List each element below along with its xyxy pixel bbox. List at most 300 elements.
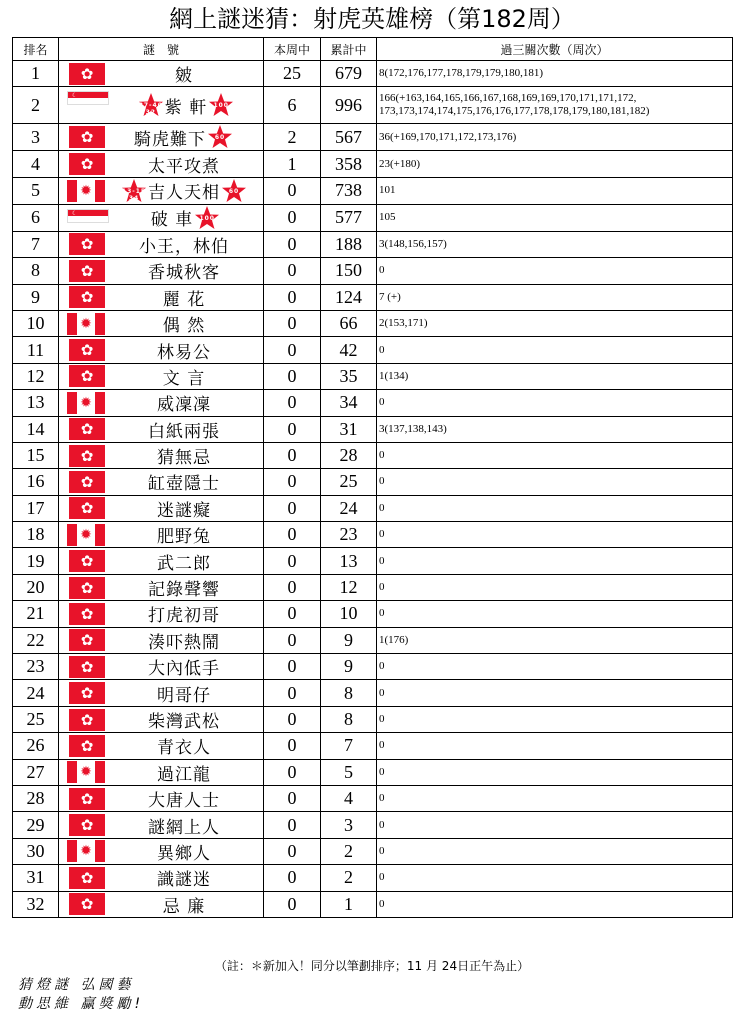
player-name: 肥野兔 bbox=[157, 527, 211, 548]
week-cell: 2 bbox=[264, 124, 321, 151]
player-name: 識謎迷 bbox=[157, 870, 211, 891]
rank-cell: 3 bbox=[13, 124, 59, 151]
rank-cell: 23 bbox=[13, 654, 59, 680]
table-row bbox=[13, 706, 733, 732]
rank-cell: 6 bbox=[13, 204, 59, 231]
table-row bbox=[13, 785, 733, 811]
player-name: 林易公 bbox=[157, 342, 211, 363]
table-row bbox=[13, 522, 733, 548]
total-cell: 8 bbox=[321, 706, 377, 732]
table-row bbox=[13, 61, 733, 87]
total-cell: 31 bbox=[321, 416, 377, 442]
player-name: 記錄聲響 bbox=[148, 580, 220, 601]
star-badge-icon bbox=[208, 92, 234, 118]
hong-kong-flag-icon: ✿ bbox=[69, 445, 105, 467]
hong-kong-flag-icon: ✿ bbox=[69, 286, 105, 308]
name-cell bbox=[59, 680, 264, 706]
table-row bbox=[13, 601, 733, 627]
hong-kong-flag-icon: ✿ bbox=[69, 63, 105, 85]
name-group bbox=[105, 124, 263, 150]
total-cell: 34 bbox=[321, 390, 377, 416]
total-cell: 188 bbox=[321, 231, 377, 257]
week-cell: 0 bbox=[264, 865, 321, 891]
rank-cell: 9 bbox=[13, 284, 59, 310]
name-cell bbox=[59, 310, 264, 336]
total-cell: 358 bbox=[321, 151, 377, 177]
table-row bbox=[13, 548, 733, 574]
hong-kong-flag-icon: ✿ bbox=[69, 814, 105, 836]
player-name: 明哥仔 bbox=[157, 685, 211, 706]
week-cell: 0 bbox=[264, 258, 321, 284]
canada-flag-icon: ✹ bbox=[67, 840, 105, 862]
name-group bbox=[105, 575, 263, 600]
total-cell: 66 bbox=[321, 310, 377, 336]
history-cell: 0 bbox=[377, 706, 733, 732]
hong-kong-flag-icon: ✿ bbox=[69, 418, 105, 440]
rank-cell: 13 bbox=[13, 390, 59, 416]
name-cell bbox=[59, 390, 264, 416]
hong-kong-flag-icon: ✿ bbox=[69, 126, 105, 148]
player-name: 打虎初哥 bbox=[148, 606, 220, 627]
player-name: 皴 bbox=[175, 66, 193, 87]
week-cell: 0 bbox=[264, 231, 321, 257]
star-badge-icon bbox=[194, 205, 220, 231]
rank-cell: 8 bbox=[13, 258, 59, 284]
name-group bbox=[105, 733, 263, 758]
history-cell: 0 bbox=[377, 469, 733, 495]
week-cell: 0 bbox=[264, 442, 321, 468]
rank-cell: 2 bbox=[13, 87, 59, 124]
history-cell: 101 bbox=[377, 177, 733, 204]
rank-cell: 14 bbox=[13, 416, 59, 442]
table-row bbox=[13, 680, 733, 706]
table-row bbox=[13, 416, 733, 442]
singapore-flag-icon: ☾ bbox=[67, 91, 109, 105]
name-group bbox=[105, 786, 263, 811]
name-group bbox=[105, 364, 263, 389]
total-cell: 10 bbox=[321, 601, 377, 627]
table-row bbox=[13, 124, 733, 151]
table-row bbox=[13, 759, 733, 785]
slogan bbox=[18, 976, 144, 1014]
rank-cell: 21 bbox=[13, 601, 59, 627]
name-group bbox=[105, 178, 263, 204]
history-cell: 0 bbox=[377, 891, 733, 917]
week-cell: 25 bbox=[264, 61, 321, 87]
name-cell bbox=[59, 258, 264, 284]
rank-cell: 32 bbox=[13, 891, 59, 917]
history-cell: 0 bbox=[377, 442, 733, 468]
week-cell: 0 bbox=[264, 416, 321, 442]
total-cell: 577 bbox=[321, 204, 377, 231]
player-name: 麗 花 bbox=[162, 289, 206, 310]
header-row bbox=[13, 38, 733, 61]
name-cell bbox=[59, 151, 264, 177]
total-cell: 23 bbox=[321, 522, 377, 548]
history-cell: 0 bbox=[377, 812, 733, 838]
hong-kong-flag-icon: ✿ bbox=[69, 735, 105, 757]
name-cell bbox=[59, 812, 264, 838]
player-name: 缸壺隱士 bbox=[148, 474, 220, 495]
rank-cell: 22 bbox=[13, 627, 59, 653]
name-group bbox=[105, 443, 263, 468]
total-cell: 12 bbox=[321, 574, 377, 600]
name-cell bbox=[59, 363, 264, 389]
player-name: 柴灣武松 bbox=[148, 712, 220, 732]
rank-cell: 11 bbox=[13, 337, 59, 363]
leaderboard-body bbox=[13, 61, 733, 918]
hong-kong-flag-icon: ✿ bbox=[69, 550, 105, 572]
week-cell: 1 bbox=[264, 151, 321, 177]
history-cell: 0 bbox=[377, 785, 733, 811]
canada-flag-icon: ✹ bbox=[67, 180, 105, 202]
hong-kong-flag-icon: ✿ bbox=[69, 471, 105, 493]
player-name: 武二郎 bbox=[157, 553, 211, 574]
table-row bbox=[13, 442, 733, 468]
history-cell: 0 bbox=[377, 838, 733, 864]
rank-cell: 24 bbox=[13, 680, 59, 706]
total-cell: 2 bbox=[321, 838, 377, 864]
name-group bbox=[105, 390, 263, 415]
name-cell bbox=[59, 522, 264, 548]
header-name: 謎 號 bbox=[59, 38, 264, 61]
table-row bbox=[13, 177, 733, 204]
total-cell: 7 bbox=[321, 733, 377, 759]
history-cell: 0 bbox=[377, 337, 733, 363]
table-row bbox=[13, 838, 733, 864]
rank-cell: 15 bbox=[13, 442, 59, 468]
history-cell: 0 bbox=[377, 733, 733, 759]
header-total: 累計中 bbox=[321, 38, 377, 61]
player-name: 文 言 bbox=[162, 368, 206, 389]
name-cell bbox=[59, 706, 264, 732]
total-cell: 42 bbox=[321, 337, 377, 363]
table-row bbox=[13, 891, 733, 917]
week-cell: 0 bbox=[264, 812, 321, 838]
table-row bbox=[13, 87, 733, 124]
hong-kong-flag-icon: ✿ bbox=[69, 867, 105, 889]
table-row bbox=[13, 654, 733, 680]
total-cell: 5 bbox=[321, 759, 377, 785]
canada-flag-icon: ✹ bbox=[67, 313, 105, 335]
table-row bbox=[13, 865, 733, 891]
name-cell bbox=[59, 627, 264, 653]
name-group bbox=[105, 311, 263, 336]
name-group bbox=[105, 285, 263, 310]
history-cell: 1(176) bbox=[377, 627, 733, 653]
name-cell bbox=[59, 124, 264, 151]
total-cell: 567 bbox=[321, 124, 377, 151]
hong-kong-flag-icon: ✿ bbox=[69, 339, 105, 361]
player-name: 大唐人士 bbox=[148, 791, 220, 812]
name-group bbox=[105, 469, 263, 494]
total-cell: 25 bbox=[321, 469, 377, 495]
player-name: 紫 軒 bbox=[164, 97, 208, 118]
player-name: 騎虎難下 bbox=[134, 129, 206, 150]
player-name: 白紙兩張 bbox=[148, 421, 220, 442]
total-cell: 28 bbox=[321, 442, 377, 468]
name-cell bbox=[59, 442, 264, 468]
star-badge-icon bbox=[207, 124, 233, 150]
rank-cell: 26 bbox=[13, 733, 59, 759]
history-cell: 0 bbox=[377, 258, 733, 284]
total-cell: 24 bbox=[321, 495, 377, 521]
week-cell: 0 bbox=[264, 522, 321, 548]
week-cell: 0 bbox=[264, 574, 321, 600]
singapore-flag-icon: ☾ bbox=[67, 209, 109, 223]
hong-kong-flag-icon: ✿ bbox=[69, 497, 105, 519]
rank-cell: 1 bbox=[13, 61, 59, 87]
week-cell: 0 bbox=[264, 548, 321, 574]
player-name: 猜無忌 bbox=[157, 448, 211, 469]
week-cell: 0 bbox=[264, 785, 321, 811]
week-cell: 0 bbox=[264, 177, 321, 204]
history-cell: 0 bbox=[377, 601, 733, 627]
name-group bbox=[105, 654, 263, 679]
rank-cell: 18 bbox=[13, 522, 59, 548]
history-cell: 36(+169,170,171,172,173,176) bbox=[377, 124, 733, 151]
rank-cell: 19 bbox=[13, 548, 59, 574]
name-group bbox=[105, 760, 263, 785]
table-row bbox=[13, 627, 733, 653]
history-cell: 0 bbox=[377, 495, 733, 521]
hong-kong-flag-icon: ✿ bbox=[69, 893, 105, 915]
table-row bbox=[13, 390, 733, 416]
player-name: 威凜凜 bbox=[157, 395, 211, 416]
week-cell: 0 bbox=[264, 469, 321, 495]
name-group bbox=[105, 232, 263, 257]
history-cell: 0 bbox=[377, 390, 733, 416]
table-row bbox=[13, 574, 733, 600]
player-name: 吉人天相 bbox=[148, 183, 220, 204]
rank-cell: 28 bbox=[13, 785, 59, 811]
total-cell: 8 bbox=[321, 680, 377, 706]
slogan-line-2: 動思維 贏獎勵! bbox=[18, 996, 145, 1012]
player-name: 異鄉人 bbox=[157, 843, 211, 864]
name-cell bbox=[59, 891, 264, 917]
week-cell: 0 bbox=[264, 310, 321, 336]
star-badge-icon bbox=[138, 92, 164, 118]
name-group bbox=[105, 839, 263, 864]
hong-kong-flag-icon: ✿ bbox=[69, 365, 105, 387]
hong-kong-flag-icon: ✿ bbox=[69, 233, 105, 255]
week-cell: 0 bbox=[264, 627, 321, 653]
table-row bbox=[13, 469, 733, 495]
total-cell: 124 bbox=[321, 284, 377, 310]
name-group bbox=[105, 338, 263, 363]
week-cell: 0 bbox=[264, 654, 321, 680]
rank-cell: 25 bbox=[13, 706, 59, 732]
player-name: 破 車 bbox=[150, 210, 194, 231]
badge-label: 60 bbox=[228, 187, 240, 195]
name-group bbox=[105, 522, 263, 547]
total-cell: 4 bbox=[321, 785, 377, 811]
name-group bbox=[105, 707, 263, 732]
name-group bbox=[105, 496, 263, 521]
name-cell bbox=[59, 177, 264, 204]
canada-flag-icon: ✹ bbox=[67, 392, 105, 414]
name-cell bbox=[59, 733, 264, 759]
star-badge-icon bbox=[221, 178, 247, 204]
name-group bbox=[109, 205, 263, 231]
rank-cell: 10 bbox=[13, 310, 59, 336]
leaderboard-table bbox=[12, 37, 733, 918]
history-cell: 0 bbox=[377, 522, 733, 548]
name-cell bbox=[59, 759, 264, 785]
player-name: 青衣人 bbox=[157, 738, 211, 759]
history-cell: 2(153,171) bbox=[377, 310, 733, 336]
hong-kong-flag-icon: ✿ bbox=[69, 656, 105, 678]
player-name: 偶 然 bbox=[162, 316, 206, 337]
table-row bbox=[13, 310, 733, 336]
week-cell: 0 bbox=[264, 838, 321, 864]
header-rank: 排名 bbox=[13, 38, 59, 61]
week-cell: 0 bbox=[264, 601, 321, 627]
rank-cell: 29 bbox=[13, 812, 59, 838]
hong-kong-flag-icon: ✿ bbox=[69, 603, 105, 625]
history-cell: 0 bbox=[377, 759, 733, 785]
total-cell: 2 bbox=[321, 865, 377, 891]
history-cell: 0 bbox=[377, 865, 733, 891]
name-cell bbox=[59, 231, 264, 257]
history-cell: 8(172,176,177,178,179,179,180,181) bbox=[377, 61, 733, 87]
slogan-line-1: 猜燈謎 弘國藝 bbox=[18, 977, 135, 993]
rank-cell: 31 bbox=[13, 865, 59, 891]
total-cell: 3 bbox=[321, 812, 377, 838]
name-group bbox=[105, 628, 263, 653]
name-cell bbox=[59, 87, 264, 124]
rank-cell: 30 bbox=[13, 838, 59, 864]
name-cell bbox=[59, 204, 264, 231]
name-cell bbox=[59, 785, 264, 811]
table-row bbox=[13, 733, 733, 759]
name-group bbox=[105, 152, 263, 177]
name-cell bbox=[59, 548, 264, 574]
table-row bbox=[13, 495, 733, 521]
name-cell bbox=[59, 469, 264, 495]
name-group bbox=[109, 92, 263, 118]
name-cell bbox=[59, 601, 264, 627]
badge-label: 37-40 32 bbox=[138, 102, 163, 117]
badge-label: 60 bbox=[214, 134, 226, 142]
rank-cell: 4 bbox=[13, 151, 59, 177]
player-name: 謎網上人 bbox=[148, 817, 220, 838]
name-cell bbox=[59, 337, 264, 363]
name-cell bbox=[59, 495, 264, 521]
history-cell: 105 bbox=[377, 204, 733, 231]
name-cell bbox=[59, 284, 264, 310]
total-cell: 150 bbox=[321, 258, 377, 284]
header-week: 本周中 bbox=[264, 38, 321, 61]
week-cell: 0 bbox=[264, 706, 321, 732]
total-cell: 13 bbox=[321, 548, 377, 574]
name-group bbox=[105, 865, 263, 890]
player-name: 迷謎癡 bbox=[157, 500, 211, 521]
hong-kong-flag-icon: ✿ bbox=[69, 682, 105, 704]
canada-flag-icon: ✹ bbox=[67, 524, 105, 546]
rank-cell: 5 bbox=[13, 177, 59, 204]
badge-label: 100 bbox=[199, 214, 215, 222]
total-cell: 1 bbox=[321, 891, 377, 917]
hong-kong-flag-icon: ✿ bbox=[69, 788, 105, 810]
rank-cell: 27 bbox=[13, 759, 59, 785]
name-group bbox=[105, 258, 263, 283]
table-row bbox=[13, 812, 733, 838]
rank-cell: 17 bbox=[13, 495, 59, 521]
rank-cell: 20 bbox=[13, 574, 59, 600]
table-row bbox=[13, 363, 733, 389]
week-cell: 0 bbox=[264, 733, 321, 759]
week-cell: 0 bbox=[264, 337, 321, 363]
rank-cell: 12 bbox=[13, 363, 59, 389]
table-row bbox=[13, 204, 733, 231]
history-cell: 0 bbox=[377, 548, 733, 574]
name-cell bbox=[59, 61, 264, 87]
name-group bbox=[105, 417, 263, 442]
name-group bbox=[105, 549, 263, 574]
history-cell: 7 (+) bbox=[377, 284, 733, 310]
table-row bbox=[13, 258, 733, 284]
week-cell: 6 bbox=[264, 87, 321, 124]
week-cell: 0 bbox=[264, 680, 321, 706]
history-cell: 166(+163,164,165,166,167,168,169,169,170,171,171,172, 173,173,174,174,175,176,176,177,178,178,179,180,181,182) bbox=[377, 87, 733, 124]
week-cell: 0 bbox=[264, 495, 321, 521]
player-name: 大內低手 bbox=[148, 659, 220, 680]
name-group bbox=[105, 681, 263, 706]
header-history: 過三關次數（周次） bbox=[377, 38, 733, 61]
hong-kong-flag-icon: ✿ bbox=[69, 629, 105, 651]
table-row bbox=[13, 284, 733, 310]
name-group bbox=[105, 601, 263, 626]
week-cell: 0 bbox=[264, 204, 321, 231]
name-cell bbox=[59, 865, 264, 891]
page-title: 網上謎迷猜：射虎英雄榜（第182周） bbox=[169, 5, 575, 33]
name-group bbox=[105, 892, 263, 917]
player-name: 湊吓熱鬧 bbox=[148, 632, 220, 653]
history-cell: 0 bbox=[377, 654, 733, 680]
total-cell: 35 bbox=[321, 363, 377, 389]
table-row bbox=[13, 151, 733, 177]
badge-label: 13-15 34 bbox=[121, 187, 147, 202]
history-cell: 3(148,156,157) bbox=[377, 231, 733, 257]
week-cell: 0 bbox=[264, 891, 321, 917]
week-cell: 0 bbox=[264, 390, 321, 416]
total-cell: 9 bbox=[321, 627, 377, 653]
name-cell bbox=[59, 416, 264, 442]
history-cell: 1(134) bbox=[377, 363, 733, 389]
week-cell: 0 bbox=[264, 363, 321, 389]
hong-kong-flag-icon: ✿ bbox=[69, 153, 105, 175]
player-name: 過江龍 bbox=[157, 764, 211, 785]
rank-cell: 16 bbox=[13, 469, 59, 495]
footnote: （註：＊新加入！同分以筆劃排序；11 月 24日正午為止） bbox=[214, 959, 530, 973]
player-name: 香城秋客 bbox=[148, 263, 220, 284]
hong-kong-flag-icon: ✿ bbox=[69, 260, 105, 282]
total-cell: 9 bbox=[321, 654, 377, 680]
player-name: 太平攻煮 bbox=[148, 156, 220, 177]
hong-kong-flag-icon: ✿ bbox=[69, 709, 105, 731]
name-group bbox=[105, 813, 263, 838]
table-row bbox=[13, 231, 733, 257]
rank-cell: 7 bbox=[13, 231, 59, 257]
name-cell bbox=[59, 574, 264, 600]
name-cell bbox=[59, 838, 264, 864]
name-cell bbox=[59, 654, 264, 680]
star-badge-icon bbox=[121, 178, 147, 204]
week-cell: 0 bbox=[264, 284, 321, 310]
history-cell: 0 bbox=[377, 680, 733, 706]
history-cell: 0 bbox=[377, 574, 733, 600]
